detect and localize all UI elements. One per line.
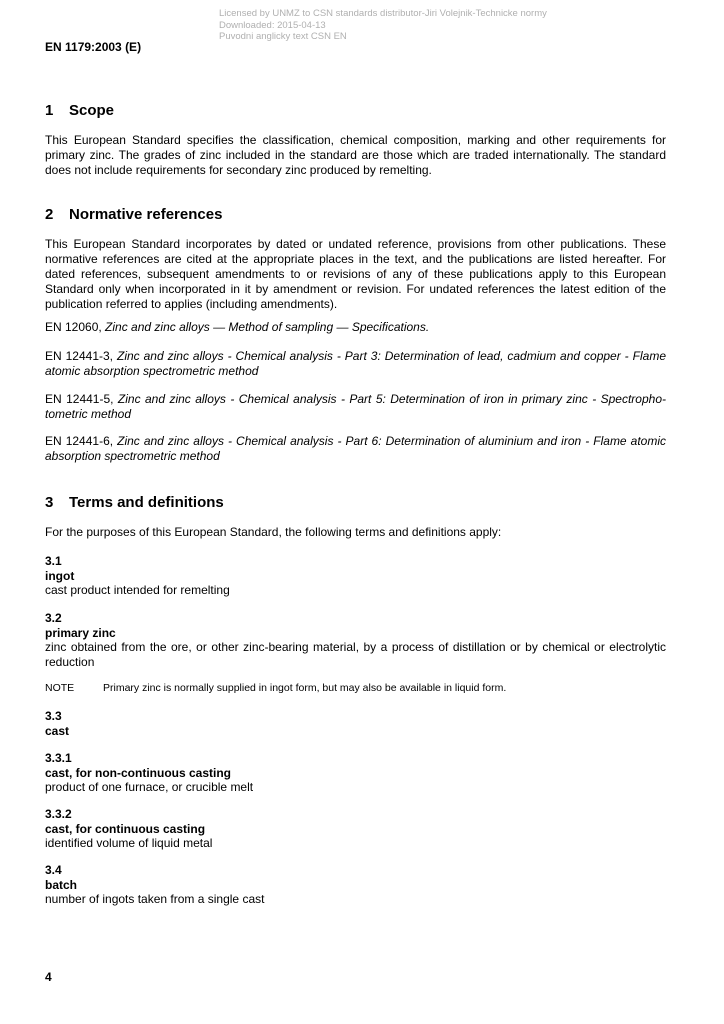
section-heading-terms-and-definitions <box>45 494 224 511</box>
note <box>45 682 666 695</box>
term-entry <box>45 709 666 738</box>
reference-item <box>45 349 666 379</box>
normative-paragraph: This European Standard incorporates by dated or undated reference, provisions from other publications. These normative references are cited at the appropriate places in the text, and the publications are listed hereafter. For dated references, subsequent amendments to or revisions of any of these publications apply to this European Standard only when incorporated in it by amendment or revision. For undated references the latest edition of the publication referred to applies (including amendments). <box>45 237 666 311</box>
section-heading-scope <box>45 102 114 119</box>
term-name: cast, for continuous casting <box>45 821 206 836</box>
watermark-line-2: Downloaded: 2015-04-13 <box>219 19 326 31</box>
section-number: 3 <box>45 494 54 511</box>
reference-title: Zinc and zinc alloys - Chemical analysis - Part 3: Determination of lead, cadmium and copper - Flame atomic absorption spectrometric method <box>45 349 666 378</box>
term-definition: number of ingots taken from a single cast <box>45 892 265 906</box>
term-entry <box>45 751 666 795</box>
note-label: NOTE <box>45 682 75 694</box>
reference-code: EN 12441-3, <box>45 349 117 363</box>
section-number: 2 <box>45 206 54 223</box>
term-name: primary zinc <box>45 625 116 640</box>
watermark-line-1: Licensed by UNMZ to CSN standards distributor-Jiri Volejnik-Technicke normy <box>219 8 547 19</box>
term-entry <box>45 863 666 907</box>
term-name: ingot <box>45 568 75 583</box>
page-number: 4 <box>45 970 52 984</box>
term-number: 3.3.2 <box>45 807 72 821</box>
term-number: 3.1 <box>45 554 62 568</box>
reference-item <box>45 320 666 335</box>
watermark <box>219 8 547 43</box>
section-title: Normative references <box>69 206 223 223</box>
term-name: batch <box>45 877 78 892</box>
term-definition: product of one furnace, or crucible melt <box>45 780 254 794</box>
term-entry <box>45 611 666 669</box>
term-entry <box>45 554 666 598</box>
reference-title: Zinc and zinc alloys - Chemical analysis - Part 5: Determination of iron in primary zinc - Spectropho-tometric method <box>45 392 666 421</box>
section-title: Terms and definitions <box>69 494 224 511</box>
term-name: cast, for non-continuous casting <box>45 765 232 780</box>
term-number: 3.2 <box>45 611 62 625</box>
term-number: 3.3 <box>45 709 62 723</box>
term-name: cast <box>45 723 70 738</box>
section-number: 1 <box>45 102 54 119</box>
reference-code: EN 12441-6, <box>45 434 118 448</box>
watermark-line-3: Puvodni anglicky text CSN EN <box>219 31 347 42</box>
section-heading-normative-references <box>45 206 222 223</box>
note-text: Primary zinc is normally supplied in ingot form, but may also be available in liquid form. <box>103 682 507 694</box>
scope-paragraph: This European Standard specifies the classification, chemical composition, marking and other requirements for primary zinc. The grades of zinc included in the standard are those which are traded internationally. The standard does not include requirements for secondary zinc produced by remelting. <box>45 133 666 177</box>
term-number: 3.4 <box>45 863 62 877</box>
term-entry <box>45 807 666 851</box>
terms-intro: For the purposes of this European Standard, the following terms and definitions apply: <box>45 525 502 539</box>
document-id: EN 1179:2003 (E) <box>45 40 142 54</box>
reference-item <box>45 392 666 422</box>
reference-code: EN 12441-5, <box>45 392 118 406</box>
reference-title: Zinc and zinc alloys - Chemical analysis - Part 6: Determination of aluminium and iron - Flame atomic absorption spectrometric method <box>45 434 666 463</box>
term-definition: zinc obtained from the ore, or other zinc-bearing material, by a process of distillation or by chemical or electrolytic reduction <box>45 640 666 669</box>
reference-title: Zinc and zinc alloys — Method of sampling — Specifications. <box>105 320 430 334</box>
reference-item <box>45 434 666 464</box>
term-definition: cast product intended for remelting <box>45 583 230 597</box>
reference-code: EN 12060, <box>45 320 106 334</box>
section-title: Scope <box>69 102 115 119</box>
term-definition: identified volume of liquid metal <box>45 836 213 850</box>
term-number: 3.3.1 <box>45 751 72 765</box>
